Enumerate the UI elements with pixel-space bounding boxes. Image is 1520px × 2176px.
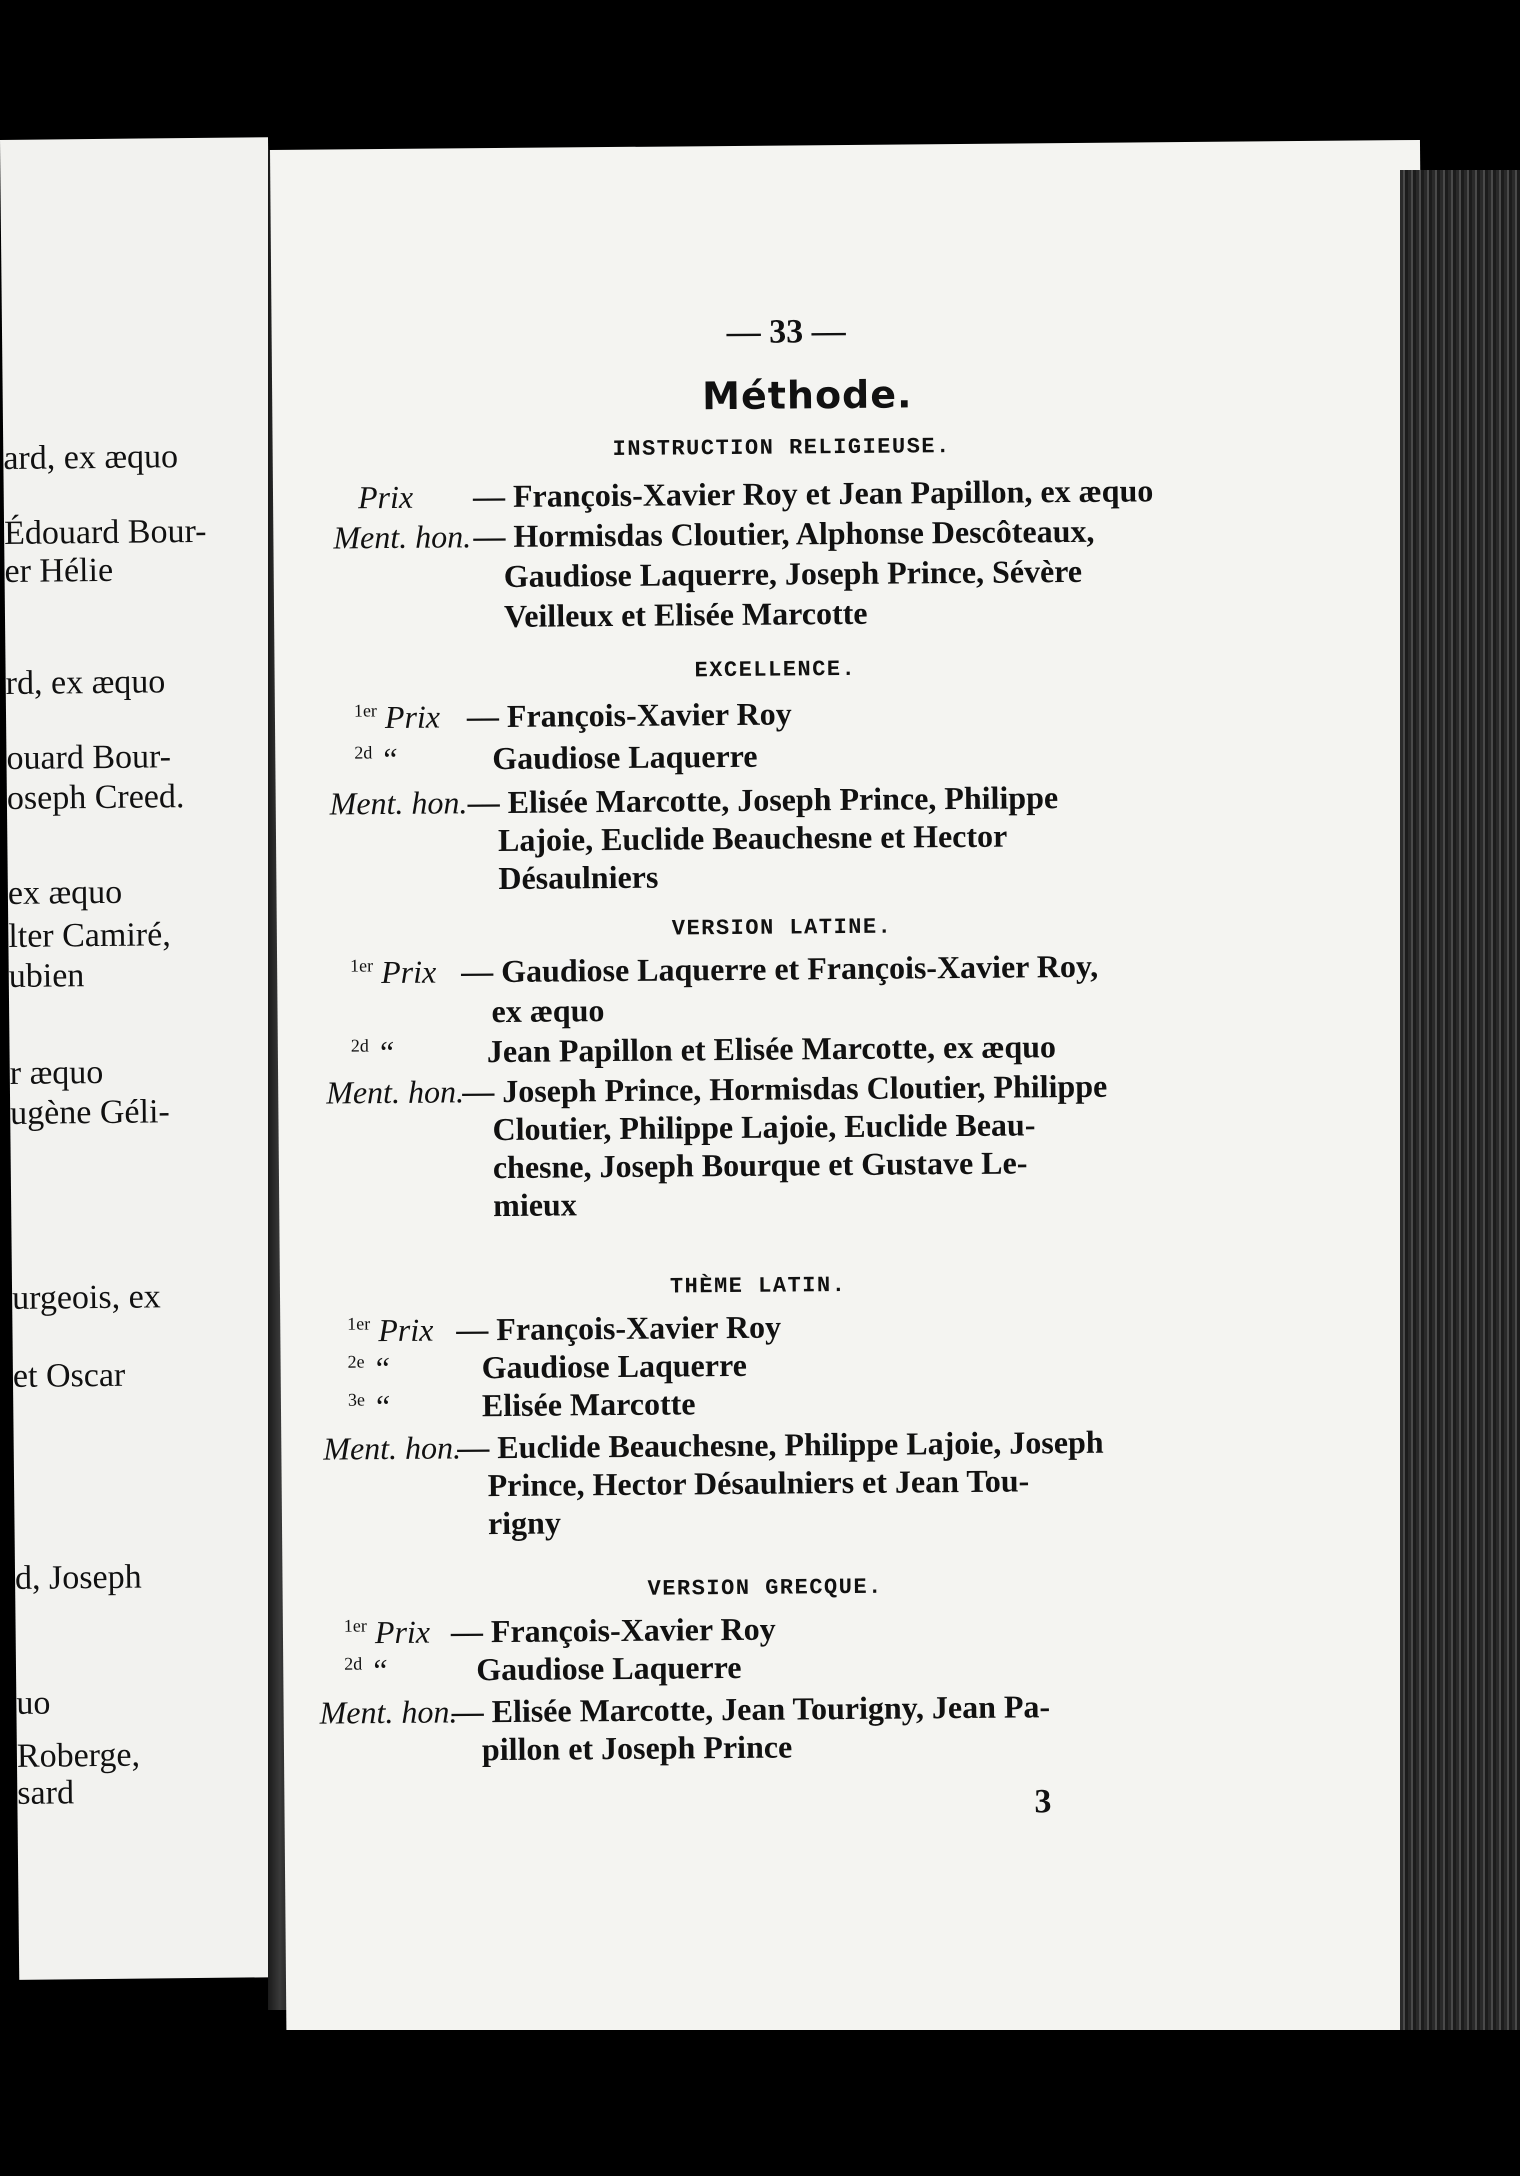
left-line: er Hélie [4,551,114,590]
award-label: $^{2d}$ “ [354,740,399,778]
left-line: ugène Géli- [10,1093,170,1132]
left-page [0,137,287,1980]
left-line: d, Joseph [14,1558,142,1597]
award-entry: Jean Papillon et Elisée Marcotte, ex æquo [486,1028,1057,1070]
left-line: urgeois, ex [11,1278,161,1317]
section-title: VERSION LATINE. [671,914,893,942]
page-title: Méthode. [701,372,913,419]
left-line: ex æquo [7,873,123,912]
scan-border [0,2030,1520,2176]
left-line: lter Camiré, [8,916,171,955]
signature-mark: 3 [1034,1783,1052,1821]
award-label: $^{1er}$ Prix [343,1613,431,1651]
award-entry: — François-Xavier Roy [450,1610,776,1650]
award-label: $^{1er}$ Prix [353,698,441,736]
award-label: $^{2e}$ “ [347,1349,391,1387]
award-entry: Désaulniers [498,858,659,897]
award-entry: Elisée Marcotte [481,1385,696,1424]
award-label: Ment. hon. [319,1693,458,1731]
award-label: Ment. hon. [333,518,472,556]
left-line: ubien [8,957,85,995]
section-title: INSTRUCTION RELIGIEUSE. [612,434,951,463]
left-line: uo [16,1684,51,1722]
award-entry: Gaudiose Laquerre [476,1648,742,1688]
award-entry: — Euclide Beauchesne, Philippe Lajoie, Joseph [457,1423,1104,1466]
award-entry: ex æquo [491,992,605,1030]
left-line: Édouard Bour- [3,512,207,552]
award-entry: — François-Xavier Roy [456,1308,782,1348]
left-line: sard [17,1774,75,1812]
left-line: ard, ex æquo [3,438,179,477]
award-entry: mieux [493,1186,577,1224]
award-entry: Prince, Hector Désaulniers et Jean Tou- [487,1462,1030,1504]
award-label: $^{2d}$ “ [350,1033,395,1071]
page-number: — 33 — [726,312,846,352]
page-edges [1400,170,1520,2070]
award-entry: pillon et Joseph Prince [481,1728,793,1768]
award-label: $^{2d}$ “ [344,1652,389,1689]
left-line: oseph Creed. [6,778,185,817]
left-line: rd, ex æquo [5,663,166,702]
award-label: Ment. hon. [329,784,468,822]
award-entry: Lajoie, Euclide Beauchesne et Hector [497,817,1008,859]
award-entry: Cloutier, Philippe Lajoie, Euclide Beau- [492,1106,1036,1148]
right-page [270,140,1437,2050]
award-entry: Gaudiose Laquerre [492,737,758,777]
section-title: VERSION GRECQUE. [647,1574,883,1602]
left-line: et Oscar [12,1356,126,1395]
award-entry: rigny [487,1504,562,1542]
section-title: EXCELLENCE. [694,656,857,684]
award-entry: — Joseph Prince, Hormisdas Cloutier, Philippe [462,1067,1108,1110]
award-entry: — François-Xavier Roy [466,695,792,735]
award-entry: chesne, Joseph Bourque et Gustave Le- [492,1144,1028,1186]
award-entry: Veilleux et Elisée Marcotte [503,594,868,634]
award-label: Prix [357,478,414,516]
left-line: r æquo [9,1053,104,1092]
left-line: Roberge, [16,1736,141,1775]
award-entry: — François-Xavier Roy et Jean Papillon, ex æquo [472,472,1154,515]
award-entry: Gaudiose Laquerre, Joseph Prince, Sévère [503,552,1083,594]
award-label: Ment. hon. [326,1073,465,1111]
award-entry: — Hormisdas Cloutier, Alphonse Descôteaux, [473,512,1095,555]
award-entry: — Gaudiose Laquerre et François-Xavier Roy, [461,947,1099,990]
section-title: THÈME LATIN. [669,1273,847,1300]
award-entry: Gaudiose Laquerre [481,1346,747,1386]
left-line: ouard Bour- [6,738,172,777]
award-label: $^{3e}$ “ [347,1387,391,1425]
award-label: Ment. hon. [323,1429,462,1467]
award-label: $^{1er}$ Prix [350,953,437,991]
award-label: $^{1er}$ Prix [347,1311,434,1349]
award-entry: — Elisée Marcotte, Jean Tourigny, Jean Pa- [451,1688,1051,1730]
award-entry: — Elisée Marcotte, Joseph Prince, Philippe [467,779,1059,821]
